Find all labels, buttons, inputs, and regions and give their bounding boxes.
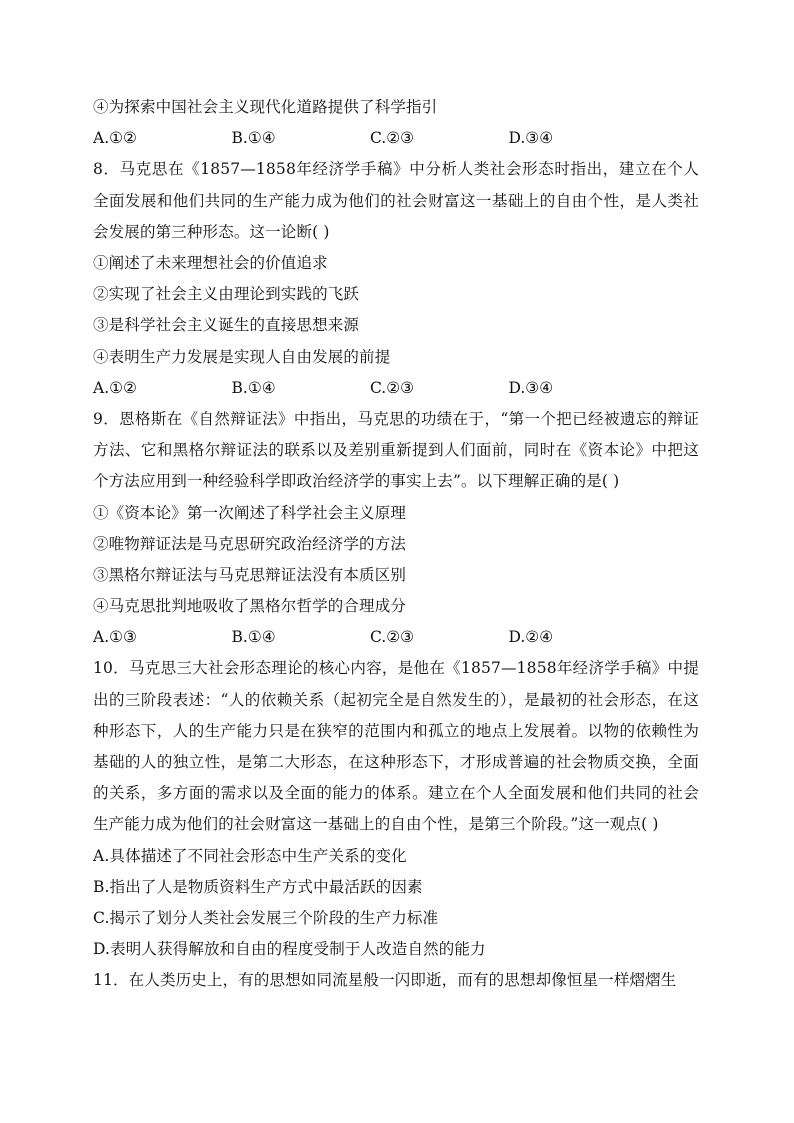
option-b: B.①④ <box>231 378 276 397</box>
statement-2: ②实现了社会主义由理论到实践的飞跃 <box>93 285 360 304</box>
option-b: B.①④ <box>231 129 276 148</box>
option-a: A.①② <box>93 129 137 148</box>
option-a: A.①② <box>93 378 137 397</box>
question-stem: 8．马克思在《1857—1858年经济学手稿》中分析人类社会形态时指出，建立在个人全面发展和他们共同的生产能力成为他们的社会财富这一基础上的自由个性，是人类社会发展的第三种形态。这一论断( ) <box>93 160 699 241</box>
option-a: A.①③ <box>93 628 137 647</box>
option-d: D.③④ <box>508 129 554 148</box>
choice-b: B.指出了人是物质资料生产方式中最活跃的因素 <box>93 877 423 896</box>
options-row <box>93 622 699 653</box>
options-row <box>93 123 699 154</box>
option-b: B.①④ <box>231 628 276 647</box>
question-10 <box>93 653 699 965</box>
option-d: D.③④ <box>508 378 554 397</box>
question-stem: 10．马克思三大社会形态理论的核心内容，是他在《1857—1858年经济学手稿》中提出的三阶段表述：“人的依赖关系（起初完全是自然发生的），是最初的社会形态，在这种形态下，人的生产能力只是在狭窄的范围内和孤立的地点上发展着。以物的依赖性为基础的人的独立性，是第二大形态，在这种形态下，才形成普遍的社会物质交换，全面的关系，多方面的需求以及全面的能力的体系。建立在个人全面发展和他们共同的社会生产能力成为他们的社会财富这一基础上的自由个性，是第三个阶段。”这一观点( ) <box>93 659 699 834</box>
options-row <box>93 373 699 404</box>
choice-d: D.表明人获得解放和自由的程度受制于人改造自然的能力 <box>93 940 486 959</box>
choice-c: C.揭示了划分人类社会发展三个阶段的生产力标准 <box>93 909 439 928</box>
question-11 <box>93 965 699 996</box>
statement-3: ③是科学社会主义诞生的直接思想来源 <box>93 316 360 335</box>
option-c: C.②③ <box>370 628 415 647</box>
statement-4: ④表明生产力发展是实现人自由发展的前提 <box>93 347 391 366</box>
document-page <box>93 92 699 997</box>
statement-2: ②唯物辩证法是马克思研究政治经济学的方法 <box>93 534 407 553</box>
option-c: C.②③ <box>370 378 415 397</box>
statement-4: ④马克思批判地吸收了黑格尔哲学的合理成分 <box>93 597 407 616</box>
question-7-tail <box>93 92 699 154</box>
choice-a: A.具体描述了不同社会形态中生产关系的变化 <box>93 846 407 865</box>
statement-4: ④为探索中国社会主义现代化道路提供了科学指引 <box>93 98 438 116</box>
question-stem: 11．在人类历史上，有的思想如同流星般一闪即逝，而有的思想却像恒星一样熠熠生 <box>93 971 677 990</box>
question-stem: 9．恩格斯在《自然辩证法》中指出，马克思的功绩在于，“第一个把已经被遗忘的辩证方法、它和黑格尔辩证法的联系以及差别重新提到人们面前，同时在《资本论》中把这个方法应用到一种经验科学即政治经济学的事实上去”。以下理解正确的是( ) <box>93 409 699 491</box>
question-8 <box>93 154 699 404</box>
option-c: C.②③ <box>370 129 415 148</box>
option-d: D.②④ <box>508 628 554 647</box>
question-9 <box>93 404 699 654</box>
statement-1: ①《资本论》第一次阐述了科学社会主义原理 <box>93 503 407 522</box>
statement-1: ①阐述了未来理想社会的价值追求 <box>93 253 328 272</box>
statement-3: ③黑格尔辩证法与马克思辩证法没有本质区别 <box>93 565 407 584</box>
